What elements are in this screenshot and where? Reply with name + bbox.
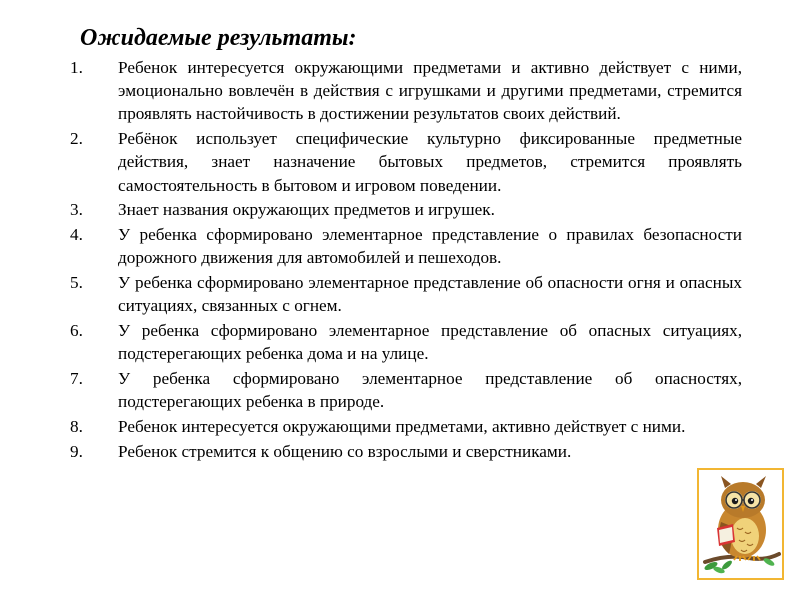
- item-text: Ребенок стремится к общению со взрослыми и сверстниками.: [118, 442, 572, 461]
- slide-title: Ожидаемые результаты:: [80, 25, 357, 51]
- list-item: [70, 127, 742, 197]
- item-number: 4.: [70, 225, 83, 245]
- item-text: Ребенок интересуется окружающими предметами и активно действует с ними, эмоционально вовлечён в действия с игрушками и другими предметами, стремится проявлять настойчивость в достижении результатов своих действий.: [118, 58, 742, 124]
- item-number: 6.: [70, 321, 83, 341]
- item-text: У ребенка сформировано элементарное представление об опасности огня и опасных ситуациях, связанных с огнем.: [118, 273, 742, 316]
- list-item: [70, 415, 742, 438]
- results-list: [70, 56, 742, 465]
- item-number: 7.: [70, 369, 83, 389]
- item-text: У ребенка сформировано элементарное представление о правилах безопасности дорожного движения для автомобилей и пешеходов.: [118, 225, 742, 268]
- list-item: [70, 223, 742, 269]
- list-item: [70, 440, 742, 463]
- owl-reading-book-icon: [699, 470, 782, 578]
- list-item: [70, 198, 742, 221]
- item-number: 9.: [70, 442, 83, 461]
- list-item: [70, 367, 742, 413]
- list-item: [70, 319, 742, 365]
- item-text: Ребенок интересуется окружающими предметами, активно действует с ними.: [118, 417, 686, 437]
- item-number: 3.: [70, 200, 83, 220]
- item-text: Ребёнок использует специфические культурно фиксированные предметные действия, знает назначение бытовых предметов, стремится проявлять самостоятельность в бытовом и игровом поведении.: [118, 129, 742, 195]
- list-item: [70, 56, 742, 126]
- list-item: [70, 271, 742, 317]
- item-number: 1.: [70, 58, 83, 77]
- item-text: Знает названия окружающих предметов и игрушек.: [118, 200, 495, 220]
- item-text: У ребенка сформировано элементарное представление об опасных ситуациях, подстерегающих ребенка дома и на улице.: [118, 321, 742, 364]
- item-number: 8.: [70, 417, 83, 437]
- item-text: У ребенка сформировано элементарное представление об опасностях, подстерегающих ребенка в природе.: [118, 369, 742, 412]
- item-number: 2.: [70, 129, 83, 149]
- owl-illustration-frame: [697, 468, 784, 580]
- item-number: 5.: [70, 273, 83, 293]
